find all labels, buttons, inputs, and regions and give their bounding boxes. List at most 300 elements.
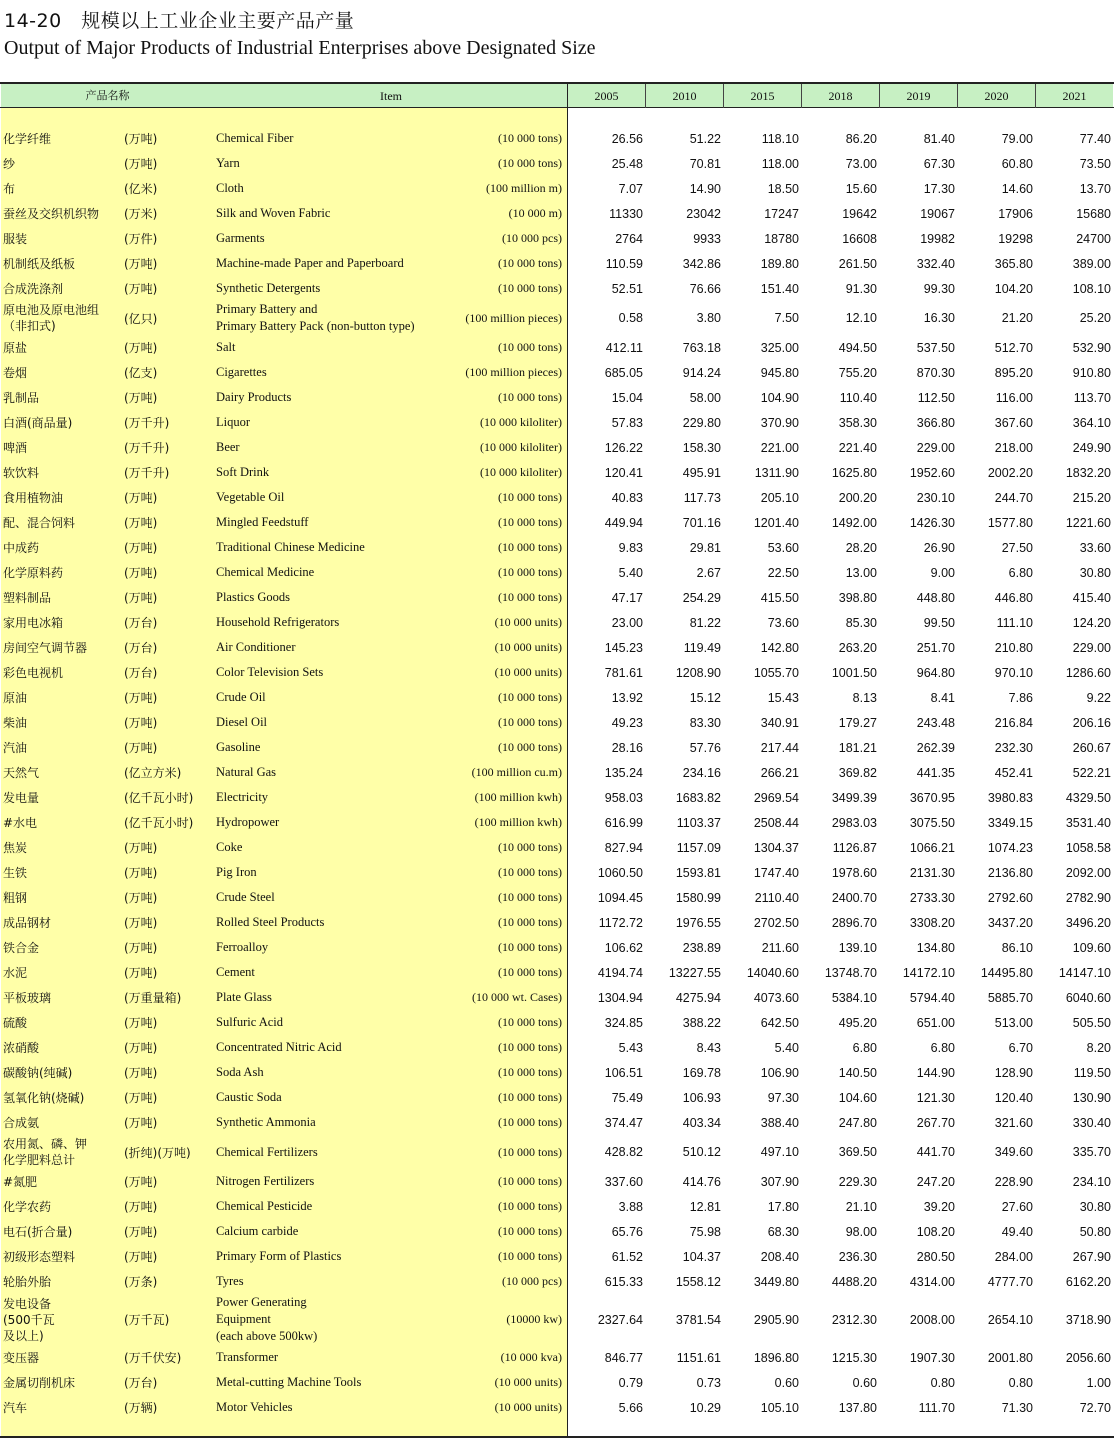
value-2015: 340.91 [760,715,799,730]
unit-cn: (万吨) [124,691,158,705]
value-2021: 505.50 [1072,1015,1111,1030]
value-2021: 33.60 [1079,540,1111,555]
product-name-cn: 焦炭 [3,840,28,855]
value-2019: 2131.30 [909,865,955,880]
table-row [0,410,1114,435]
item-en: Plate Glass [216,990,272,1004]
header-year-2020: 2020 [984,89,1009,103]
value-2010: 12.81 [689,1199,721,1214]
value-2019: 8.41 [930,690,955,705]
product-name-cn: 电石(折合量) [3,1224,73,1239]
item-en: Soda Ash [216,1065,264,1079]
value-2019: 1426.30 [909,515,955,530]
table-row [0,1010,1114,1035]
value-2019: 1066.21 [909,840,955,855]
value-2005: 2764 [615,231,643,246]
value-2005: 65.76 [611,1224,643,1239]
value-2005: 23.00 [611,615,643,630]
value-2005: 337.60 [604,1174,643,1189]
value-2005: 449.94 [604,515,643,530]
value-2005: 2327.64 [597,1312,643,1327]
value-2020: 14.60 [1001,181,1033,196]
table-row [0,635,1114,660]
value-2010: 15.12 [689,690,721,705]
item-en: Household Refrigerators [216,615,340,629]
value-2010: 0.73 [696,1375,721,1390]
table-row [0,585,1114,610]
unit-cn: (折纯)(万吨) [124,1145,191,1160]
item-en: Caustic Soda [216,1090,282,1104]
product-name-cn: 布 [3,181,16,196]
value-2019: 243.48 [916,715,955,730]
table-row [0,810,1114,835]
unit-en: (10 000 tons) [498,156,562,170]
value-2005: 7.07 [618,181,643,196]
item-en: Metal-cutting Machine Tools [216,1375,362,1389]
unit-en: (10 000 kva) [500,1350,562,1364]
product-name-cn: 化学原料药 [3,565,64,580]
value-2021: 2782.90 [1065,890,1111,905]
item-en: Cloth [216,181,244,195]
item-en: Diesel Oil [216,715,268,729]
table-row [0,860,1114,885]
value-2018: 13748.70 [824,965,877,980]
header-year-2021: 2021 [1062,89,1087,103]
table-row [0,510,1114,535]
value-2005: 135.24 [604,765,643,780]
value-2015: 211.60 [761,940,799,955]
value-2005: 3.88 [618,1199,643,1214]
table-row [0,1085,1114,1110]
product-name-cn: 碳酸钠(纯碱) [3,1065,73,1080]
value-2015: 642.50 [760,1015,799,1030]
product-name-cn: 合成氨 [3,1115,40,1130]
value-2020: 349.60 [994,1145,1033,1159]
value-2019: 247.20 [916,1174,955,1189]
value-2020: 27.50 [1001,540,1033,555]
table-row [0,660,1114,685]
value-2010: 76.66 [689,281,721,296]
table-row [0,1244,1114,1269]
value-2019: 16.30 [923,311,955,325]
unit-en: (10 000 tons) [498,540,562,554]
unit-cn: (万吨) [124,1066,158,1080]
value-2019: 537.50 [916,340,955,355]
value-2015: 307.90 [760,1174,799,1189]
value-2020: 216.84 [994,715,1033,730]
value-2020: 1074.23 [987,840,1033,855]
product-name-cn: 发电设备 (500千瓦 及以上) [3,1296,55,1343]
unit-en: (10 000 units) [494,640,562,654]
unit-en: (10 000 tons) [498,590,562,604]
product-name-cn: 纱 [3,156,16,171]
value-2010: 23042 [686,206,721,221]
value-2018: 5384.10 [831,990,877,1005]
product-name-cn: 变压器 [3,1350,40,1365]
value-2019: 9.00 [930,565,955,580]
item-en: Dairy Products [216,390,292,404]
value-2021: 4329.50 [1065,790,1111,805]
unit-en: (10 000 wt. Cases) [472,990,562,1004]
value-2015: 18780 [764,231,799,246]
value-2020: 284.00 [994,1249,1033,1264]
value-2018: 98.00 [845,1224,877,1239]
value-2005: 120.41 [604,465,643,480]
value-2015: 4073.60 [753,990,799,1005]
unit-en: (10 000 tons) [498,490,562,504]
unit-en: (10 000 tons) [498,281,562,295]
value-2005: 40.83 [611,490,643,505]
value-2005: 5.66 [618,1400,643,1415]
header-year-2015: 2015 [750,89,775,103]
product-name-cn: 原电池及原电池组 （非扣式) [3,303,100,333]
value-2019: 229.00 [916,440,955,455]
value-2015: 53.60 [767,540,799,555]
value-2005: 0.79 [618,1375,643,1390]
value-2021: 14147.10 [1058,965,1111,980]
unit-cn: (万吨) [124,341,158,355]
value-2019: 39.20 [923,1199,955,1214]
unit-en: (10 000 kiloliter) [480,465,562,479]
value-2020: 3980.83 [987,790,1033,805]
value-2021: 130.90 [1072,1090,1111,1105]
value-2005: 25.48 [611,156,643,171]
item-en: Gasoline [216,740,261,754]
table-row [0,1219,1114,1244]
table-row [0,1294,1114,1345]
value-2018: 369.50 [838,1145,877,1159]
value-2019: 108.20 [916,1224,955,1239]
value-2015: 266.21 [760,765,799,780]
value-2019: 19067 [920,206,955,221]
value-2020: 512.70 [994,340,1033,355]
value-2005: 324.85 [604,1015,643,1030]
value-2010: 403.34 [682,1115,721,1130]
value-2010: 117.73 [683,490,721,505]
value-2010: 1593.81 [675,865,721,880]
value-2020: 7.86 [1008,690,1033,705]
value-2021: 124.20 [1072,615,1111,630]
value-2020: 1577.80 [987,515,1033,530]
item-en: Crude Oil [216,690,266,704]
value-2021: 15680 [1076,206,1111,221]
value-2005: 26.56 [611,131,643,146]
value-2018: 1978.60 [831,865,877,880]
value-2005: 1060.50 [597,865,643,880]
value-2019: 26.90 [923,540,955,555]
value-2020: 120.40 [994,1090,1033,1105]
unit-en: (10 000 tons) [498,565,562,579]
value-2019: 99.30 [923,281,955,296]
value-2015: 105.10 [760,1400,799,1415]
value-2020: 210.80 [994,640,1033,655]
unit-en: (100 million cu.m) [471,765,562,779]
value-2005: 781.61 [604,665,643,680]
value-2018: 179.27 [838,715,877,730]
value-2005: 5.43 [618,1040,643,1055]
value-2010: 1103.37 [676,815,721,830]
value-2021: 1832.20 [1065,465,1111,480]
unit-cn: (万吨) [124,966,158,980]
unit-cn: (万吨) [124,1041,158,1055]
value-2018: 15.60 [845,181,877,196]
product-name-cn: 彩色电视机 [3,665,64,680]
product-name-cn: 初级形态塑料 [3,1249,76,1264]
table-row [0,460,1114,485]
value-2010: 158.30 [682,440,721,455]
value-2005: 615.33 [604,1274,643,1289]
value-2018: 137.80 [838,1400,877,1415]
item-en: Beer [216,440,240,454]
value-2018: 263.20 [838,640,877,655]
unit-en: (10 000 tons) [498,1015,562,1029]
value-2015: 1304.37 [753,840,799,855]
value-2019: 99.50 [923,615,955,630]
value-2019: 1952.60 [909,465,955,480]
value-2015: 18.50 [767,181,799,196]
value-2010: 13227.55 [668,965,721,980]
value-2021: 330.40 [1072,1115,1111,1130]
value-2005: 15.04 [611,390,643,405]
value-2018: 73.00 [845,156,877,171]
unit-cn: (万辆) [124,1401,158,1415]
table-title-english: Output of Major Products of Industrial Enterprises above Designated Size [4,37,596,59]
value-2020: 970.10 [994,665,1033,680]
value-2005: 28.16 [611,740,643,755]
value-2021: 389.00 [1072,256,1111,271]
unit-en: (10 000 kiloliter) [480,415,562,429]
value-2019: 3075.50 [909,815,955,830]
table-row [0,1194,1114,1219]
value-2020: 4777.70 [987,1274,1033,1289]
unit-en: (10 000 tons) [498,256,562,270]
table-row [0,960,1114,985]
item-en: Garments [216,231,265,245]
value-2019: 19982 [920,231,955,246]
value-2015: 388.40 [760,1115,799,1130]
value-2019: 651.00 [916,1015,955,1030]
product-name-cn: 塑料制品 [3,590,52,605]
product-name-cn: 柴油 [3,715,28,730]
item-en: Natural Gas [216,765,277,779]
value-2015: 0.60 [774,1375,799,1390]
value-2005: 685.05 [604,365,643,380]
product-name-cn: 发电量 [3,790,40,805]
value-2015: 1311.90 [754,465,799,480]
value-2005: 47.17 [611,590,643,605]
value-2020: 218.00 [994,440,1033,455]
value-2020: 19298 [998,231,1033,246]
value-2015: 945.80 [760,365,799,380]
value-2018: 0.60 [852,1375,877,1390]
value-2020: 79.00 [1001,131,1033,146]
unit-cn: (万吨) [124,566,158,580]
value-2005: 5.40 [618,565,643,580]
value-2010: 81.22 [689,615,721,630]
table-row [0,385,1114,410]
unit-en: (10 000 tons) [498,1199,562,1213]
unit-en: (10 000 tons) [498,840,562,854]
unit-en: (10 000 tons) [498,340,562,354]
table-row [0,176,1114,201]
value-2020: 365.80 [994,256,1033,271]
product-name-cn: 硫酸 [3,1015,28,1030]
table-row [0,785,1114,810]
value-2005: 4194.74 [597,965,643,980]
value-2018: 221.40 [838,440,877,455]
value-2010: 763.18 [682,340,721,355]
value-2010: 2.67 [696,565,721,580]
value-2018: 369.82 [838,765,877,780]
value-2021: 30.80 [1079,1199,1111,1214]
table-row [0,560,1114,585]
value-2018: 139.10 [838,940,877,955]
value-2021: 108.10 [1072,281,1111,296]
item-en: Motor Vehicles [216,1400,293,1414]
header-item: Item [380,89,402,103]
table-title-chinese: 14-20 规模以上工业企业主要产品产量 [4,10,355,32]
value-2018: 2312.30 [831,1312,877,1327]
header-product-name: 产品名称 [85,89,130,102]
value-2020: 2792.60 [987,890,1033,905]
item-en: Soft Drink [216,465,270,479]
unit-en: (10 000 tons) [498,865,562,879]
value-2010: 914.24 [682,365,721,380]
unit-cn: (万台) [124,666,158,680]
value-2005: 9.83 [618,540,643,555]
value-2019: 332.40 [916,256,955,271]
value-2015: 325.00 [760,340,799,355]
unit-cn: (万吨) [124,132,158,146]
value-2005: 106.62 [604,940,643,955]
value-2018: 6.80 [852,1040,877,1055]
value-2015: 104.90 [760,390,799,405]
value-2005: 13.92 [611,690,643,705]
unit-en: (10 000 tons) [498,515,562,529]
value-2019: 280.50 [916,1249,955,1264]
product-name-cn: 软饮料 [3,465,40,480]
unit-en: (10 000 tons) [498,1224,562,1238]
value-2005: 11330 [609,206,643,221]
value-2010: 83.30 [689,715,721,730]
value-2010: 701.16 [682,515,721,530]
table-row [0,1269,1114,1294]
unit-en: (10 000 tons) [498,1249,562,1263]
value-2019: 441.35 [916,765,955,780]
value-2010: 414.76 [682,1174,721,1189]
value-2005: 61.52 [611,1249,643,1264]
value-2020: 513.00 [994,1015,1033,1030]
value-2019: 964.80 [916,665,955,680]
table-row [0,301,1114,335]
value-2018: 1126.87 [832,840,877,855]
item-en: Chemical Medicine [216,565,315,579]
value-2021: 72.70 [1079,1400,1111,1415]
product-name-cn: 轮胎外胎 [3,1274,52,1289]
unit-cn: (万吨) [124,1200,158,1214]
unit-en: (10 000 tons) [498,965,562,979]
item-en: Vegetable Oil [216,490,285,504]
value-2010: 1151.61 [676,1350,721,1365]
unit-en: (10000 kw) [506,1312,562,1326]
value-2018: 358.30 [838,415,877,430]
value-2005: 958.03 [604,790,643,805]
product-name-cn: 平板玻璃 [3,990,52,1005]
unit-cn: (万吨) [124,741,158,755]
item-en: Synthetic Ammonia [216,1115,316,1129]
value-2010: 70.81 [689,156,721,171]
value-2015: 497.10 [760,1145,799,1159]
value-2005: 412.11 [605,340,643,355]
product-name-cn: 粗钢 [3,890,28,905]
value-2021: 1221.60 [1065,515,1111,530]
value-2005: 145.23 [604,640,643,655]
value-2015: 17247 [764,206,799,221]
value-2018: 28.20 [845,540,877,555]
value-2021: 910.80 [1072,365,1111,380]
value-2015: 1055.70 [753,665,799,680]
table-row [0,1370,1114,1395]
item-en: Chemical Fertilizers [216,1144,318,1159]
value-2020: 104.20 [994,281,1033,296]
value-2021: 522.21 [1072,765,1111,780]
value-2018: 229.30 [838,1174,877,1189]
value-2015: 142.80 [760,640,799,655]
value-2015: 1201.40 [753,515,799,530]
value-2019: 2733.30 [909,890,955,905]
header-year-2010: 2010 [672,89,697,103]
value-2020: 128.90 [994,1065,1033,1080]
table-row [0,735,1114,760]
unit-cn: (万千瓦) [124,1313,170,1327]
header-year-2018: 2018 [828,89,853,103]
value-2015: 2508.44 [753,815,799,830]
item-en: Cigarettes [216,365,267,379]
table-row [0,151,1114,176]
value-2021: 1058.58 [1065,840,1111,855]
value-2015: 73.60 [767,615,799,630]
value-2015: 1896.80 [753,1350,799,1365]
item-en: Color Television Sets [216,665,324,679]
header-divider [879,84,880,108]
value-2015: 217.44 [760,740,799,755]
item-en: Nitrogen Fertilizers [216,1174,315,1188]
unit-cn: (万吨) [124,841,158,855]
value-2015: 97.30 [767,1090,799,1105]
product-name-cn: 汽车 [3,1400,28,1415]
value-2021: 335.70 [1072,1145,1111,1159]
value-2021: 260.67 [1072,740,1111,755]
value-2018: 19642 [842,206,877,221]
value-2015: 118.00 [761,156,799,171]
value-2018: 398.80 [838,590,877,605]
value-2021: 249.90 [1072,440,1111,455]
value-2020: 367.60 [994,415,1033,430]
unit-cn: (万米) [124,207,158,221]
value-2005: 0.58 [618,311,643,325]
table-row [0,985,1114,1010]
product-name-cn: 天然气 [3,765,40,780]
unit-en: (10 000 tons) [498,940,562,954]
value-2010: 510.12 [682,1145,721,1159]
value-2018: 247.80 [838,1115,877,1130]
value-2018: 13.00 [845,565,877,580]
table-row [0,435,1114,460]
unit-cn: (万吨) [124,891,158,905]
unit-en: (10 000 tons) [498,390,562,404]
table-row [0,251,1114,276]
product-name-cn: 汽油 [3,740,28,755]
